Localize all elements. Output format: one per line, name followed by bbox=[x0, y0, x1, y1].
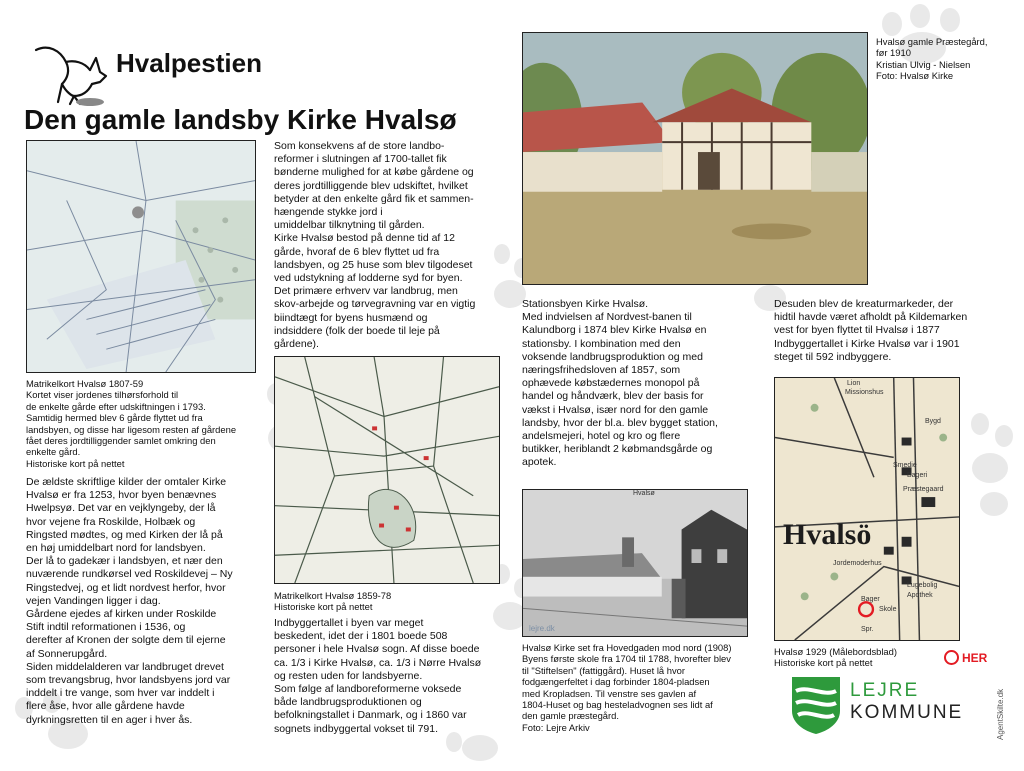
lejre-kommune-logo-icon bbox=[790, 675, 842, 735]
location-marker-label: HER bbox=[962, 650, 988, 665]
map-label: Bager bbox=[861, 596, 880, 603]
location-circle-icon bbox=[944, 650, 959, 665]
map-label: Missionshus bbox=[845, 389, 884, 396]
market-text: Desuden blev de kreaturmarkeder, der hidtil havde været afholdt på Kildemarken vest for byen flyttet til Hvalsø i 1877 Indbyggertallet i Kirke Hvalsø var i 1901 steget til 592 indbyggere. bbox=[774, 298, 968, 363]
caption-map-1929: Hvalsø 1929 (Målebordsblad) Historiske kort på nettet bbox=[774, 646, 897, 669]
logo-line-1: LEJRE bbox=[850, 680, 920, 701]
map-label: Lion bbox=[847, 380, 861, 387]
map-label: Skole bbox=[879, 606, 897, 613]
photo-label: Hvalsø bbox=[633, 490, 655, 497]
caption-map-1859: Matrikelkort Hvalsø 1859-78 Historiske kort på nettet bbox=[274, 590, 392, 613]
fox-logo-icon bbox=[30, 40, 112, 108]
map-label: Apothek bbox=[907, 592, 933, 599]
credit-text: AgentSkilte.dk bbox=[996, 688, 1005, 740]
logo-line-2: KOMMUNE bbox=[850, 702, 964, 723]
painting-old-rectory bbox=[522, 32, 868, 285]
paw-print-icon bbox=[964, 410, 1018, 520]
cadastral-map-1807 bbox=[26, 140, 256, 373]
station-town-text: Stationsbyen Kirke Hvalsø. Med indvielsen af Nordvest-banen til Kalundborg i 1874 blev Kirke Hvalsø en stationsby. I kombination med den voksende landbrugsproduktion og med næringsfrihedsloven af 1857, som ophævede købstædernes monopol på handel og håndværk, blev der basis for vækst i Hvalsø, især nord for den gamle landsby, hvor der bl.a. blev bygget station, andelsmejeri, hotel og kro og flere butikker, heriblandt 2 købmandsgårde og apotek. bbox=[522, 298, 718, 469]
map-label: Bageri bbox=[907, 472, 928, 479]
photo-main-street-1908 bbox=[522, 489, 748, 637]
history-text-col2-bottom: Indbyggertallet i byen var meget beskedent, idet der i 1801 boede 508 personer i hele Hvalsø sogn. Af disse boede ca. 1/3 i Kirke Hvalsø, ca. 1/3 i Nørre Hvalsø og resten uden for landsbyerne. Som følge af landboreformerne voksede både landbrugsproduktionen og befolkningstallet i Danmark, og i 1860 var sognets indbyggertal vokset til 791. bbox=[274, 617, 482, 735]
location-marker bbox=[944, 650, 987, 665]
survey-map-1929 bbox=[774, 377, 960, 641]
page-title: Den gamle landsby Kirke Hvalsø bbox=[24, 104, 457, 135]
map-label: Smedie bbox=[893, 462, 917, 469]
history-text-col1: De ældste skriftlige kilder der omtaler Kirke Hvalsø er fra 1253, hvor byen benævnes Hwelpsyø. Det var en vejklyngeby, der lå hvor vejene fra Roskilde, Holbæk og Ringsted mødtes, og med Kirken der lå på en høj umiddelbart nord for landsbyen. Der lå to gadekær i landsbyen, et nær den nuværende rundkørsel ved Roskildevej – Ny Ringstedvej, og et lidt nordvest herfor, hvor vejen Vandingen ligger i dag. Gårdene ejedes af kirken under Roskilde Stift indtil reformationen i 1536, og derefter af Kronen der solgte dem til ejerne af Sonnerupgård. Siden middelalderen var landbruget drevet som trevangsbrug, hvor landsbyens jord var inddelt i tre vange, som hver var inddelt i flere åse, hvor alle gårdene havde dyrkningsretten til en ager i hver ås. bbox=[26, 476, 233, 726]
map-label: Præstegaard bbox=[903, 486, 944, 493]
cadastral-map-1859 bbox=[274, 356, 500, 584]
caption-painting: Hvalsø gamle Præstegård, før 1910 Kristian Ulvig - Nielsen Foto: Hvalsø Kirke bbox=[876, 36, 988, 82]
map-label: Bygd bbox=[925, 418, 941, 425]
caption-photo-1908: Hvalsø Kirke set fra Hovedgaden mod nord (1908) Byens første skole fra 1704 til 1788, hvorefter blev til "Stiftelsen" (fattiggård). Huset lå hvor fodgængerfeltet i dag forbinder 1804-pladsen med Kropladsen. Til venstre ses gavlen af 1804-Huset og bag hesteladvognen ses lidt af den gamle præstegård. Foto: Lejre Arkiv bbox=[522, 642, 732, 733]
map-label: Jordemoderhus bbox=[833, 560, 882, 567]
photo-watermark: lejre.dk bbox=[529, 624, 555, 633]
map-town-label: Hvalsö bbox=[783, 518, 872, 551]
caption-map-1807: Matrikelkort Hvalsø 1807-59 Kortet viser jordenes tilhørsforhold til de enkelte gårde efter udskiftningen i 1793. Samtidig hermed blev 6 gårde flyttet ud fra landsbyen, og disse har ligesom resten af gårdene fået deres jordtilliggender samlet omkring den enkelte gård. Historiske kort på nettet bbox=[26, 378, 237, 469]
brand-title: Hvalpestien bbox=[116, 48, 262, 78]
map-label: Spr. bbox=[861, 626, 874, 633]
history-text-col2-top: Som konsekvens af de store landbo- reformer i slutningen af 1700-tallet fik bønderne mulighed for at købe gårdene og deres jordtilliggende blev udskiftet, hvilket betyder at den enkelte gård fik et sammen- hængende stykke jord i umiddelbar tilknytning til gården. Kirke Hvalsø bestod på denne tid af 12 gårde, hvoraf de 6 blev flyttet ud fra landsbyen, og 25 huse som blev tilgodeset ved udstykning af lodderne syd for byen. Det primære erhverv var landbrug, men skov-arbejde og tørvegravning var en vigtig biindtægt for byens husmænd og indsiddere (folk der boede til leje på gårdene). bbox=[274, 140, 476, 351]
map-label: Lugebolig bbox=[907, 582, 938, 589]
